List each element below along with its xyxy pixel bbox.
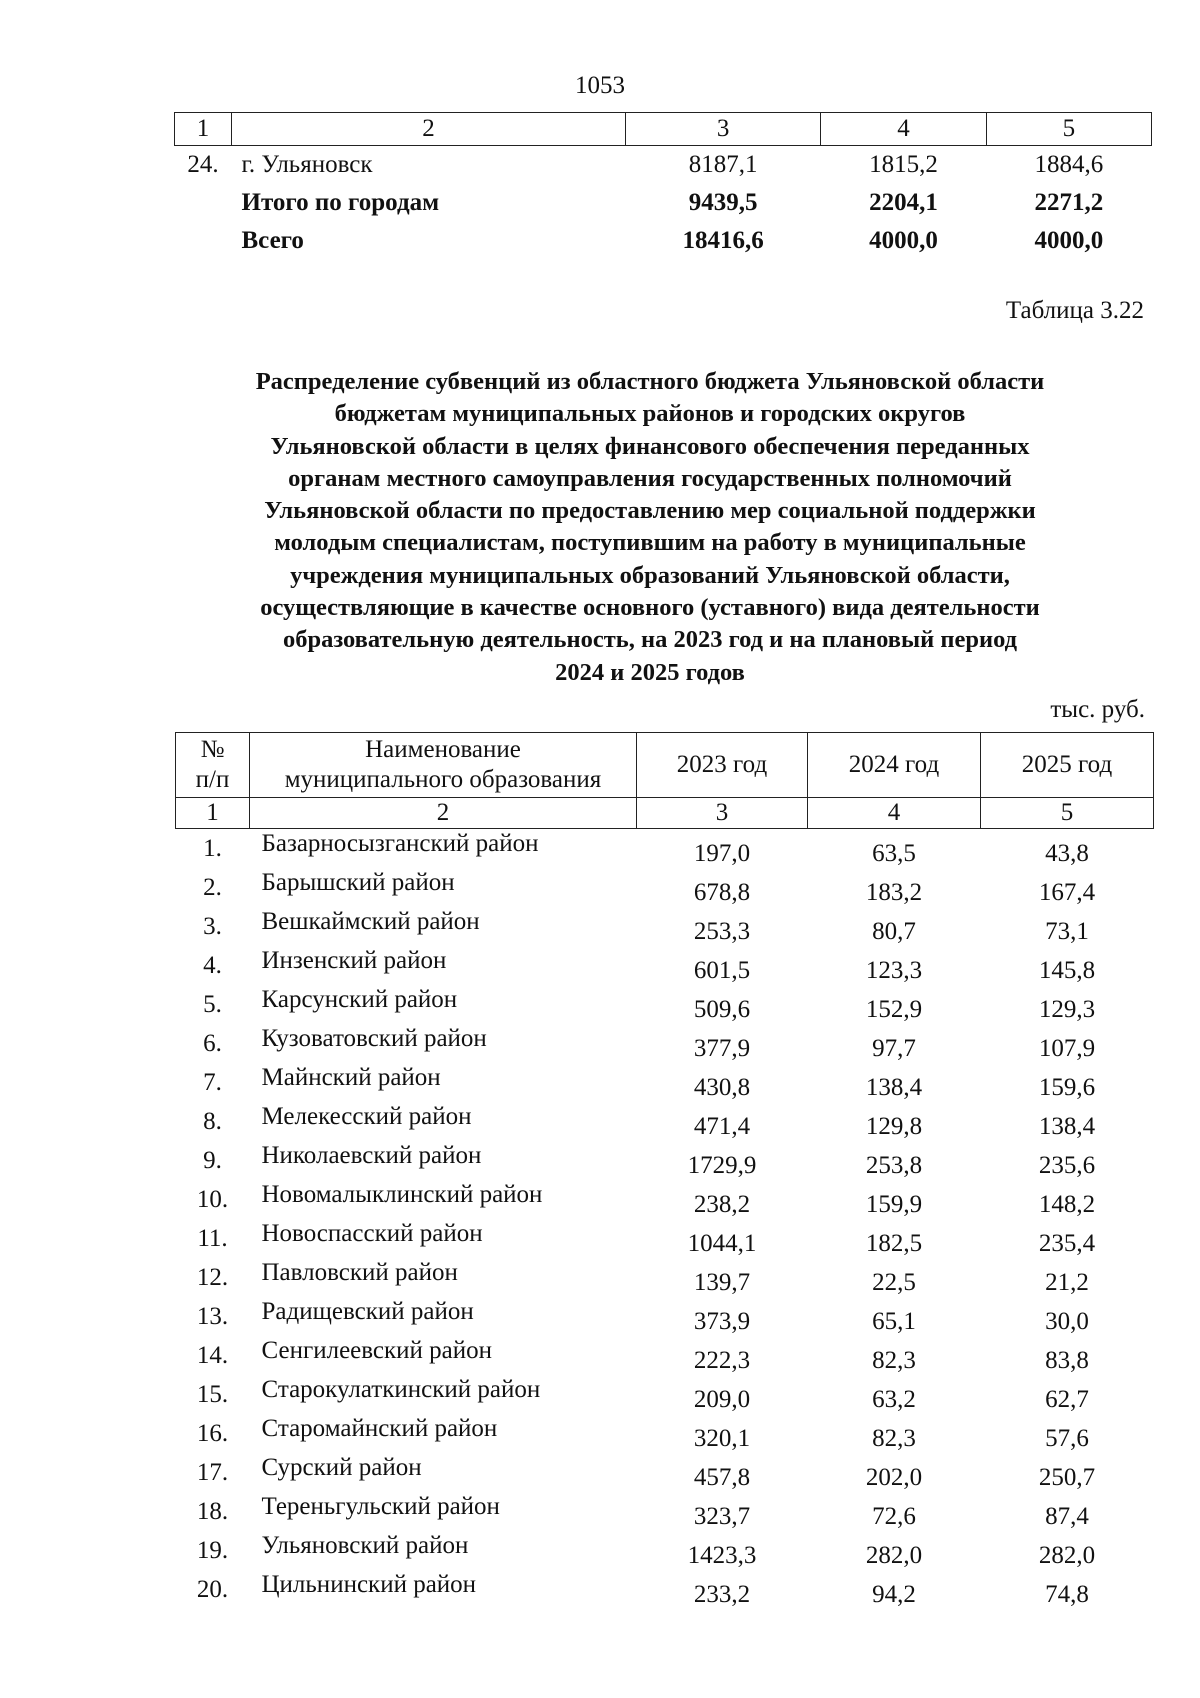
district-name: Карсунский район xyxy=(261,986,458,1013)
value-2023: 678,8 xyxy=(693,879,751,906)
district-name: Барышский район xyxy=(261,869,455,896)
district-name: Сенгилеевский район xyxy=(261,1337,493,1364)
column-number-row xyxy=(176,798,1154,829)
value-2024: 282,0 xyxy=(865,1542,923,1569)
value-2025: 235,4 xyxy=(1038,1230,1096,1257)
value-2024: 2204,1 xyxy=(869,189,938,216)
table-row xyxy=(176,1492,1154,1531)
column-number: 2 xyxy=(250,798,637,829)
value-2024: 97,7 xyxy=(872,1035,916,1062)
value-2025: 30,0 xyxy=(1045,1308,1089,1335)
district-name: Кузоватовский район xyxy=(261,1025,487,1052)
value-2023: 253,3 xyxy=(693,918,751,945)
table-row xyxy=(176,1375,1154,1414)
value-2024: 253,8 xyxy=(865,1152,923,1179)
header-2025: 2025 год xyxy=(981,733,1154,798)
value-2023: 373,9 xyxy=(693,1308,751,1335)
unit-label: тыс. руб. xyxy=(1050,696,1145,723)
value-2025: 235,6 xyxy=(1038,1152,1096,1179)
column-number: 4 xyxy=(821,113,986,146)
title-line: образовательную деятельность, на 2023 год и на плановый период xyxy=(282,626,1018,654)
row-number: 9. xyxy=(203,1146,222,1174)
table-row xyxy=(175,184,1152,222)
value-2024: 63,5 xyxy=(872,840,916,867)
header-2024: 2024 год xyxy=(808,733,981,798)
value-2024: 82,3 xyxy=(872,1347,916,1374)
value-2023: 323,7 xyxy=(693,1503,751,1530)
title-line: учреждения муниципальных образований Ульяновской области, xyxy=(290,561,1010,589)
value-2025: 145,8 xyxy=(1038,957,1096,984)
value-2024: 72,6 xyxy=(872,1503,916,1530)
district-name: Тереньгульский район xyxy=(261,1493,500,1520)
district-name: Инзенский район xyxy=(261,947,447,974)
header-number xyxy=(176,733,250,798)
value-2024: 4000,0 xyxy=(869,227,938,254)
row-number: 10. xyxy=(196,1185,229,1213)
column-number-row xyxy=(175,113,1152,146)
district-name: Ульяновский район xyxy=(261,1532,469,1559)
row-number: 5. xyxy=(203,990,222,1018)
title-line: Ульяновской области в целях финансового обеспечения переданных xyxy=(270,432,1030,460)
value-2025: 21,2 xyxy=(1045,1269,1089,1296)
value-2025: 138,4 xyxy=(1038,1113,1096,1140)
header-name xyxy=(250,733,637,798)
value-2023: 1044,1 xyxy=(687,1230,757,1257)
row-number: 6. xyxy=(203,1029,222,1057)
table-row xyxy=(176,1297,1154,1336)
row-number: 13. xyxy=(196,1302,229,1330)
table-row xyxy=(175,146,1152,185)
value-2023: 197,0 xyxy=(693,840,751,867)
value-2023: 1423,3 xyxy=(687,1542,757,1569)
value-2025: 129,3 xyxy=(1038,996,1096,1023)
table-row xyxy=(176,1219,1154,1258)
column-number: 1 xyxy=(175,113,232,146)
table-row xyxy=(175,222,1152,260)
value-2024: 80,7 xyxy=(872,918,916,945)
district-name: Мелекесский район xyxy=(261,1103,472,1130)
table-row xyxy=(176,1336,1154,1375)
row-number: 24. xyxy=(187,151,219,178)
subvention-table xyxy=(175,732,1154,1609)
value-2023: 9439,5 xyxy=(688,189,758,216)
district-name: Николаевский район xyxy=(261,1142,482,1169)
row-number: 20. xyxy=(196,1575,229,1603)
title-line: осуществляющие в качестве основного (уставного) вида деятельности xyxy=(260,594,1040,622)
row-number: 17. xyxy=(196,1458,229,1486)
value-2025: 4000,0 xyxy=(1034,227,1104,254)
value-2025: 107,9 xyxy=(1038,1035,1096,1062)
value-2023: 209,0 xyxy=(693,1386,751,1413)
row-number: 18. xyxy=(196,1497,229,1525)
value-2025: 148,2 xyxy=(1038,1191,1096,1218)
row-number: 14. xyxy=(196,1341,229,1369)
value-2024: 82,3 xyxy=(872,1425,916,1452)
value-2025: 159,6 xyxy=(1038,1074,1096,1101)
table-row xyxy=(176,1141,1154,1180)
table-row xyxy=(176,1414,1154,1453)
row-number: 19. xyxy=(196,1536,229,1564)
value-2025: 2271,2 xyxy=(1034,189,1104,216)
column-number: 3 xyxy=(637,798,808,829)
header-name-line1: Наименование xyxy=(365,736,521,763)
table-row xyxy=(176,1570,1154,1609)
row-number: 16. xyxy=(196,1419,229,1447)
value-2023: 377,9 xyxy=(693,1035,751,1062)
value-2023: 233,2 xyxy=(693,1581,751,1608)
table-row xyxy=(176,1258,1154,1297)
header-number-line1: № xyxy=(200,736,225,763)
value-2024: 22,5 xyxy=(872,1269,916,1296)
column-number: 5 xyxy=(981,798,1154,829)
row-name: Всего xyxy=(241,227,304,254)
value-2025: 73,1 xyxy=(1045,918,1089,945)
value-2023: 8187,1 xyxy=(688,151,758,178)
row-number: 1. xyxy=(203,834,222,862)
row-number: 7. xyxy=(203,1068,222,1096)
value-2023: 222,3 xyxy=(693,1347,751,1374)
district-name: Старокулаткинский район xyxy=(261,1376,541,1403)
row-name: г. Ульяновск xyxy=(241,151,373,178)
district-name: Новомалыклинский район xyxy=(261,1181,543,1208)
district-name: Майнский район xyxy=(261,1064,441,1091)
table-row xyxy=(176,1063,1154,1102)
table-row xyxy=(176,1024,1154,1063)
value-2025: 250,7 xyxy=(1038,1464,1096,1491)
value-2024: 129,8 xyxy=(865,1113,923,1140)
page-number: 1053 xyxy=(575,72,625,99)
table-label: Таблица 3.22 xyxy=(1005,297,1144,324)
value-2023: 457,8 xyxy=(693,1464,751,1491)
value-2023: 18416,6 xyxy=(682,227,764,254)
value-2025: 43,8 xyxy=(1045,840,1089,867)
value-2025: 282,0 xyxy=(1038,1542,1096,1569)
value-2023: 238,2 xyxy=(693,1191,751,1218)
value-2023: 601,5 xyxy=(693,957,751,984)
value-2024: 1815,2 xyxy=(869,151,938,178)
value-2025: 1884,6 xyxy=(1034,151,1104,178)
value-2025: 167,4 xyxy=(1038,879,1096,906)
value-2025: 62,7 xyxy=(1045,1386,1089,1413)
district-name: Вешкаймский район xyxy=(261,908,480,935)
district-name: Павловский район xyxy=(261,1259,458,1286)
value-2023: 471,4 xyxy=(693,1113,751,1140)
title-line: Ульяновской области по предоставлению мер социальной поддержки xyxy=(264,497,1036,525)
table-row xyxy=(176,1102,1154,1141)
row-number: 3. xyxy=(203,912,222,940)
row-name: Итого по городам xyxy=(241,189,440,216)
value-2023: 139,7 xyxy=(693,1269,751,1296)
value-2024: 152,9 xyxy=(865,996,923,1023)
row-number xyxy=(175,222,232,260)
table-row xyxy=(176,1180,1154,1219)
title-line: органам местного самоуправления государственных полномочий xyxy=(288,464,1012,492)
district-name: Базарносызганский район xyxy=(261,830,539,857)
row-number: 11. xyxy=(197,1224,228,1252)
header-number-line2: п/п xyxy=(195,766,230,793)
value-2024: 65,1 xyxy=(872,1308,916,1335)
row-number: 15. xyxy=(196,1380,229,1408)
column-number: 4 xyxy=(808,798,981,829)
value-2023: 430,8 xyxy=(693,1074,751,1101)
title-line: молодым специалистам, поступившим на работу в муниципальные xyxy=(274,529,1026,557)
column-number: 3 xyxy=(626,113,821,146)
row-number: 4. xyxy=(203,951,222,979)
value-2023: 509,6 xyxy=(693,996,751,1023)
continuation-table xyxy=(174,112,1152,260)
column-number: 2 xyxy=(232,113,626,146)
table-row xyxy=(176,868,1154,907)
header-2023: 2023 год xyxy=(637,733,808,798)
header-name-line2: муниципального образования xyxy=(284,766,602,793)
row-number: 12. xyxy=(196,1263,229,1291)
value-2023: 1729,9 xyxy=(687,1152,757,1179)
value-2025: 83,8 xyxy=(1045,1347,1089,1374)
value-2024: 138,4 xyxy=(865,1074,923,1101)
table-row xyxy=(176,1531,1154,1570)
value-2024: 202,0 xyxy=(865,1464,923,1491)
table-row xyxy=(176,985,1154,1024)
title-line: 2024 и 2025 годов xyxy=(555,658,745,686)
title-line: Распределение субвенций из областного бюджета Ульяновской области xyxy=(255,368,1045,395)
table-title xyxy=(160,366,1140,689)
table-row xyxy=(176,1453,1154,1492)
column-number: 5 xyxy=(986,113,1151,146)
district-name: Радищевский район xyxy=(261,1298,474,1325)
table-row xyxy=(176,829,1154,869)
title-line: бюджетам муниципальных районов и городских округов xyxy=(334,400,966,428)
row-number xyxy=(175,184,232,222)
district-name: Новоспасский район xyxy=(261,1220,483,1247)
district-name: Старомайнский район xyxy=(261,1415,498,1442)
value-2024: 182,5 xyxy=(865,1230,923,1257)
row-number: 8. xyxy=(203,1107,222,1135)
table-row xyxy=(176,946,1154,985)
value-2025: 57,6 xyxy=(1045,1425,1089,1452)
table-row xyxy=(176,907,1154,946)
district-name: Сурский район xyxy=(261,1454,422,1481)
value-2024: 63,2 xyxy=(872,1386,916,1413)
value-2024: 94,2 xyxy=(872,1581,916,1608)
row-number: 2. xyxy=(203,873,222,901)
value-2025: 87,4 xyxy=(1045,1503,1089,1530)
column-number: 1 xyxy=(176,798,250,829)
district-name: Цильнинский район xyxy=(261,1571,477,1598)
value-2024: 159,9 xyxy=(865,1191,923,1218)
table-header-row xyxy=(176,733,1154,798)
value-2025: 74,8 xyxy=(1045,1581,1089,1608)
value-2023: 320,1 xyxy=(693,1425,751,1452)
value-2024: 123,3 xyxy=(865,957,923,984)
value-2024: 183,2 xyxy=(865,879,923,906)
